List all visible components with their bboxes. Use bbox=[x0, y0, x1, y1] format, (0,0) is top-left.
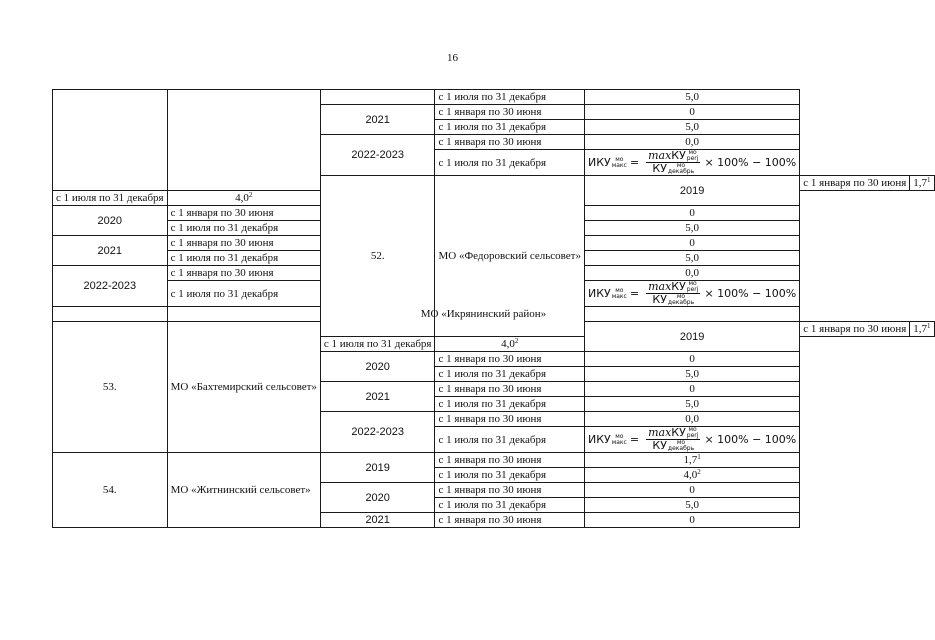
period-cell: с 1 июля по 31 декабря bbox=[435, 367, 584, 382]
value-cell: 0 bbox=[584, 105, 799, 120]
period-cell: с 1 июля по 31 декабря bbox=[435, 468, 584, 483]
year-cell: 2022-2023 bbox=[320, 135, 435, 176]
row-number: 54. bbox=[53, 453, 168, 528]
period-cell: с 1 июля по 31 декабря bbox=[435, 90, 584, 105]
value-cell: 0,0 bbox=[584, 412, 799, 427]
year-cell bbox=[320, 90, 435, 105]
value-cell: 0 bbox=[584, 236, 799, 251]
period-cell: с 1 июля по 31 декабря bbox=[167, 221, 320, 236]
period-cell: с 1 июля по 31 декабря bbox=[167, 251, 320, 266]
year-cell: 2021 bbox=[320, 382, 435, 412]
period-cell: с 1 января по 30 июня bbox=[800, 322, 910, 337]
value-cell: 0,0 bbox=[584, 266, 799, 281]
value-cell: 0 bbox=[584, 206, 799, 221]
value-cell: 5,0 bbox=[584, 120, 799, 135]
year-cell: 2022-2023 bbox=[53, 266, 168, 307]
period-cell: с 1 января по 30 июня bbox=[167, 206, 320, 221]
period-cell: с 1 июля по 31 декабря bbox=[435, 427, 584, 453]
value-cell: $4,0^2$ bbox=[435, 337, 584, 352]
value-cell: 5,0 bbox=[584, 90, 799, 105]
value-cell: 5,0 bbox=[584, 367, 799, 382]
mo-name: МО «Бахтемирский сельсовет» bbox=[167, 322, 320, 453]
value-cell: 0 bbox=[584, 513, 799, 528]
period-cell: с 1 января по 30 июня bbox=[435, 483, 584, 498]
period-cell: с 1 января по 30 июня bbox=[167, 266, 320, 281]
value-cell: $1,7^1$ bbox=[584, 453, 799, 468]
value-cell: $4,0^2$ bbox=[584, 468, 799, 483]
year-cell: 2019 bbox=[584, 322, 799, 352]
year-cell: 2020 bbox=[53, 206, 168, 236]
value-cell: 0 bbox=[584, 483, 799, 498]
value-cell: 5,0 bbox=[584, 498, 799, 513]
period-cell: с 1 июля по 31 декабря bbox=[320, 337, 435, 352]
period-cell: с 1 января по 30 июня bbox=[435, 412, 584, 427]
tariff-formula: ИКУ мо макс = maxКУ мо perj КУ мо декабрь × 100% − 100% bbox=[587, 426, 797, 452]
year-cell: 2020 bbox=[320, 483, 435, 513]
period-cell: с 1 января по 30 июня bbox=[435, 453, 584, 468]
period-cell: с 1 января по 30 июня bbox=[800, 176, 910, 191]
page-number: 16 bbox=[447, 52, 458, 64]
mo-name: МО «Житнинский сельсовет» bbox=[167, 453, 320, 528]
period-cell: с 1 июля по 31 декабря bbox=[435, 120, 584, 135]
mo-name: МО «Федоровский сельсовет» bbox=[435, 176, 584, 337]
value-cell: 0,0 bbox=[584, 135, 799, 150]
tariff-table bbox=[52, 89, 935, 528]
period-cell: с 1 января по 30 июня bbox=[167, 236, 320, 251]
value-cell: $1,7^1$ bbox=[910, 176, 934, 191]
year-cell: 2021 bbox=[320, 513, 435, 528]
period-cell: с 1 января по 30 июня bbox=[435, 352, 584, 367]
year-cell: 2020 bbox=[320, 352, 435, 382]
row-number bbox=[53, 90, 168, 191]
period-cell: с 1 июля по 31 декабря bbox=[435, 498, 584, 513]
year-cell: 2022-2023 bbox=[320, 412, 435, 453]
value-cell: 5,0 bbox=[584, 251, 799, 266]
row-number: 53. bbox=[53, 322, 168, 453]
row-number: 52. bbox=[320, 176, 435, 337]
period-cell: с 1 июля по 31 декабря bbox=[435, 150, 584, 176]
table-row bbox=[53, 453, 935, 468]
period-cell: с 1 января по 30 июня bbox=[435, 382, 584, 397]
value-cell: $4,0^2$ bbox=[167, 191, 320, 206]
region-heading: МО «Икрянинский район» bbox=[167, 307, 800, 322]
value-cell: 0 bbox=[584, 382, 799, 397]
formula-cell bbox=[584, 150, 799, 176]
period-cell: с 1 января по 30 июня bbox=[435, 135, 584, 150]
table-row bbox=[53, 90, 935, 105]
period-cell: с 1 июля по 31 декабря bbox=[435, 397, 584, 412]
value-cell: 5,0 bbox=[584, 221, 799, 236]
value-cell: 5,0 bbox=[584, 397, 799, 412]
row-number bbox=[53, 307, 168, 322]
tariff-formula: ИКУ мо макс = maxКУ мо perj КУ мо декабрь × 100% − 100% bbox=[587, 280, 797, 306]
period-cell: с 1 января по 30 июня bbox=[435, 513, 584, 528]
year-cell: 2021 bbox=[320, 105, 435, 135]
value-cell: $1,7^1$ bbox=[910, 322, 934, 337]
period-cell: с 1 июля по 31 декабря bbox=[167, 281, 320, 307]
year-cell: 2021 bbox=[53, 236, 168, 266]
formula-cell bbox=[584, 427, 799, 453]
table-row bbox=[53, 307, 935, 322]
year-cell: 2019 bbox=[320, 453, 435, 483]
period-cell: с 1 января по 30 июня bbox=[435, 105, 584, 120]
mo-name bbox=[167, 90, 320, 191]
tariff-formula: ИКУ мо макс = maxКУ мо perj КУ мо декабрь × 100% − 100% bbox=[587, 149, 797, 175]
formula-cell bbox=[584, 281, 799, 307]
year-cell: 2019 bbox=[584, 176, 799, 206]
value-cell: 0 bbox=[584, 352, 799, 367]
period-cell: с 1 июля по 31 декабря bbox=[53, 191, 168, 206]
